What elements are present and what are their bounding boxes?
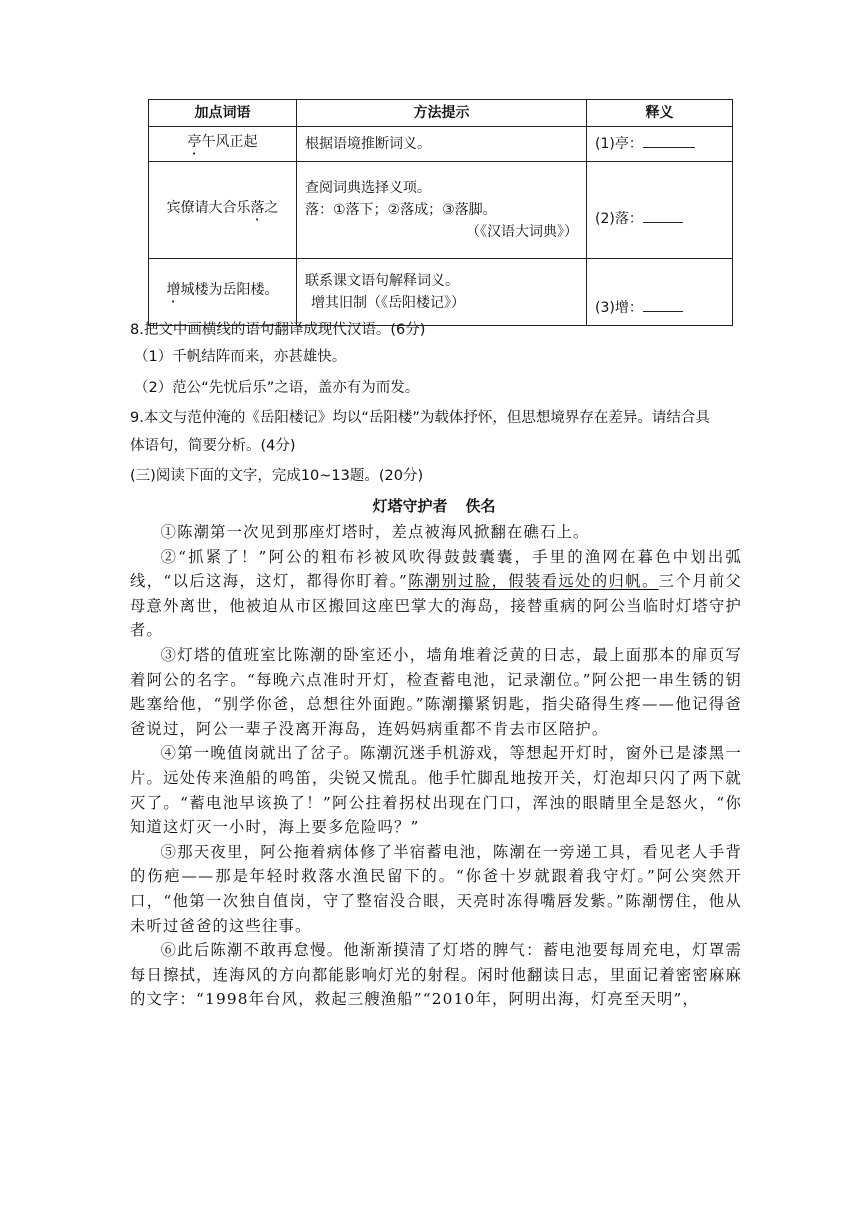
method-line: 查阅词典选择义项。 bbox=[305, 180, 431, 196]
header-method: 方法提示 bbox=[297, 100, 587, 127]
vocab-table bbox=[148, 99, 733, 326]
meaning-label: (1)亭： bbox=[595, 136, 643, 152]
method-line: 增其旧制（《岳阳楼记》） bbox=[311, 295, 465, 311]
answer-blank[interactable] bbox=[643, 133, 695, 148]
paragraph-1: ①陈潮第一次见到那座灯塔时，差点被海风掀翻在礁石上。 bbox=[160, 523, 590, 541]
section-3-heading: (三)阅读下面的文字，完成10~13题。(20分) bbox=[130, 468, 424, 484]
method-line: 联系课文语句解释词义。 bbox=[305, 273, 459, 289]
question-9-line2: 体语句，简要分析。(4分) bbox=[130, 438, 296, 454]
meaning-cell bbox=[587, 259, 733, 326]
meaning-cell bbox=[587, 127, 733, 162]
paragraph-3: ③灯塔的值班室比陈潮的卧室还小，墙角堆着泛黄的日志，最上面那本的扉页写着阿公的名字。“每晚六点准时开灯，检查蓄电池，记录潮位。”阿公把一串生锈的钥匙塞给他，“别学你爸，总想往外面跑。”陈潮攥紧钥匙，指尖硌得生疼——他记得爸爸说过，阿公一辈子没离开海岛，连妈妈病重都不肯去市区陪护。 bbox=[130, 645, 742, 738]
question-8: 8.把文中画横线的语句翻译成现代汉语。(6分) bbox=[130, 322, 426, 338]
method-cell bbox=[297, 127, 587, 162]
paragraph-4: ④第一晚值岗就出了岔子。陈潮沉迷手机游戏，等想起开灯时，窗外已是漆黑一片。远处传来渔船的鸣笛，尖锐又慌乱。他手忙脚乱地按开关，灯泡却只闪了两下就灭了。“蓄电池早该换了！”阿公拄着拐杖出现在门口，浑浊的眼睛里全是怒火，“你知道这灯灭一小时，海上要多危险吗？” bbox=[130, 744, 742, 837]
answer-blank[interactable] bbox=[643, 297, 683, 312]
paragraph-5: ⑤那天夜里，阿公拖着病体修了半宿蓄电池，陈潮在一旁递工具，看见老人手背的伤疤——那是年轻时救落水渔民留下的。“你爸十岁就跟着我守灯。”阿公突然开口，“他第一次独自值岗，守了整宿没合眼，天亮时冻得嘴唇发紫。”陈潮愣住，他从未听过爸爸的这些往事。 bbox=[130, 842, 742, 935]
word-post: 城楼为岳阳楼。 bbox=[180, 281, 279, 298]
paragraph-2-text: 三个月前父母意外离世，他被迫从市区搬回这座巴掌大的海岛，接替重病的阿公当临时灯塔守护者。 bbox=[130, 572, 742, 640]
method-line: 落：①落下；②落成；③落脚。 bbox=[305, 202, 497, 218]
dotted-char: 增 bbox=[166, 281, 181, 298]
paragraph-2-text: ②“抓紧了！”阿公的粗布衫被风吹得鼓鼓囊囊，手里的渔网在暮色中划出弧线，“以后这海，这灯，都得你盯着。” bbox=[130, 547, 742, 591]
word-cell bbox=[149, 162, 297, 259]
dotted-char: 落 bbox=[250, 199, 265, 216]
answer-blank[interactable] bbox=[643, 208, 683, 223]
method-cell bbox=[297, 259, 587, 326]
paragraph-2 bbox=[130, 545, 742, 643]
meaning-label: (3)增： bbox=[595, 300, 643, 316]
header-word: 加点词语 bbox=[149, 100, 297, 127]
word-cell bbox=[149, 127, 297, 162]
word-cell bbox=[149, 259, 297, 326]
dictionary-source: （《汉语大词典》） bbox=[466, 224, 578, 240]
question-9-line1: 9.本文与范仲淹的《岳阳楼记》均以“岳阳楼”为载体抒怀，但思想境界存在差异。请结合具 bbox=[130, 410, 710, 426]
article-heading bbox=[0, 495, 868, 516]
article-body bbox=[130, 520, 742, 1012]
word-post: 午风正起 bbox=[201, 133, 258, 150]
table-row bbox=[149, 162, 733, 259]
word-post: 之 bbox=[264, 199, 279, 216]
question-8-1: （1）千帆结阵而来，亦甚雄快。 bbox=[134, 349, 347, 365]
article-author: 佚名 bbox=[465, 497, 496, 515]
header-meaning: 释义 bbox=[587, 100, 733, 127]
question-8-2: （2）范公“先忧后乐”之语，盖亦有为而发。 bbox=[134, 380, 420, 396]
meaning-cell bbox=[587, 162, 733, 259]
table-header-row bbox=[149, 100, 733, 127]
meaning-label: (2)落： bbox=[595, 211, 643, 227]
table-row bbox=[149, 127, 733, 162]
dotted-char: 亭 bbox=[187, 133, 202, 150]
method-cell bbox=[297, 162, 587, 259]
paragraph-6: ⑥此后陈潮不敢再怠慢。他渐渐摸清了灯塔的脾气：蓄电池要每周充电，灯罩需每日擦拭，连海风的方向都能影响灯光的射程。闲时他翻读日志，里面记着密密麻麻的文字：“1998年台风，救起三艘渔船”“2010年，阿明出海，灯亮至天明”， bbox=[130, 941, 742, 1009]
article-title: 灯塔守护者 bbox=[372, 497, 448, 515]
method-line: 根据语境推断词义。 bbox=[305, 136, 431, 152]
table-row bbox=[149, 259, 733, 326]
word-pre: 宾僚请大合乐 bbox=[166, 199, 251, 216]
underlined-sentence: 陈潮别过脸，假装看远处的归帆。 bbox=[407, 572, 659, 591]
